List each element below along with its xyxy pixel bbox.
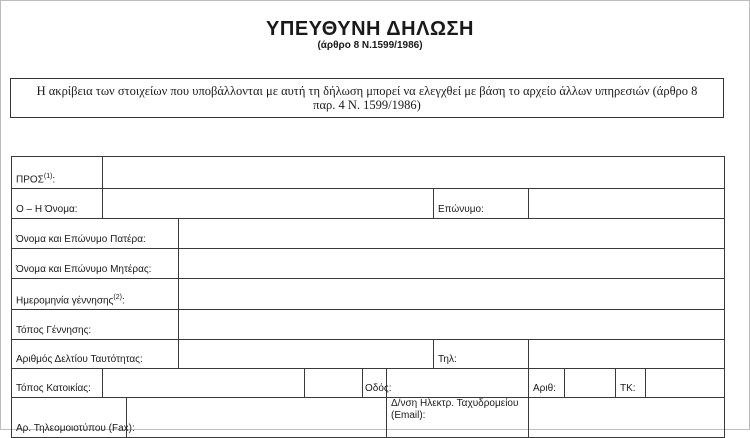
birth-date-field[interactable] xyxy=(179,279,725,310)
street-number-label: Αριθ: xyxy=(529,369,565,398)
first-name-field[interactable] xyxy=(103,189,434,219)
form-row-name xyxy=(12,189,725,219)
email-field[interactable] xyxy=(529,398,725,438)
father-name-field[interactable] xyxy=(179,219,725,249)
residence-field[interactable] xyxy=(103,369,305,398)
phone-field[interactable] xyxy=(529,340,725,369)
father-name-label: Όνομα και Επώνυμο Πατέρα: xyxy=(12,219,179,249)
id-number-field[interactable] xyxy=(179,340,434,369)
form-row-father xyxy=(12,219,725,249)
phone-label: Τηλ: xyxy=(434,340,529,369)
postal-code-field[interactable] xyxy=(646,369,725,398)
form-row-contact xyxy=(12,398,725,438)
street-field[interactable] xyxy=(387,369,529,398)
residence-field-extension[interactable] xyxy=(305,369,363,398)
form-row-birth-date xyxy=(12,279,725,310)
surname-field[interactable] xyxy=(529,189,725,219)
birth-date-label: Ημερομηνία γέννησης$^{(2)}$: xyxy=(12,279,179,310)
form-row-mother xyxy=(12,249,725,279)
fax-field[interactable] xyxy=(127,398,387,438)
surname-label: Επώνυμο: xyxy=(434,189,529,219)
document-subtitle: (άρθρο 8 Ν.1599/1986) xyxy=(317,40,423,51)
birth-place-label: Τόπος Γέννησης: xyxy=(12,310,179,340)
postal-code-label: ΤΚ: xyxy=(616,369,646,398)
email-label: Δ/νση Ηλεκτρ. Ταχυδρομείου (Email): xyxy=(387,398,529,438)
document-title: ΥΠΕΥΘΥΝΗ ΔΗΛΩΣΗ xyxy=(266,18,474,40)
fax-label: Αρ. Τηλεομοιοτύπου (Fax): xyxy=(12,398,127,438)
accuracy-notice xyxy=(10,78,724,118)
mother-name-field[interactable] xyxy=(179,249,725,279)
form-row-id xyxy=(12,340,725,369)
first-name-label: Ο – Η Όνομα: xyxy=(12,189,103,219)
form-row-birth-place xyxy=(12,310,725,340)
declaration-form xyxy=(11,156,725,438)
notice-line-1: Η ακρίβεια των στοιχείων που υποβάλλονται με αυτή τη δήλωση μπορεί να ελεγχθεί με βάση το αρχείο άλλων υπηρεσιών (άρθρο 8 xyxy=(36,84,698,98)
id-number-label: Αριθμός Δελτίου Ταυτότητας: xyxy=(12,340,179,369)
form-row-to xyxy=(12,157,725,189)
form-row-residence xyxy=(12,369,725,398)
mother-name-label: Όνομα και Επώνυμο Μητέρας: xyxy=(12,249,179,279)
to-field[interactable] xyxy=(103,157,725,189)
street-number-field[interactable] xyxy=(565,369,616,398)
birth-place-field[interactable] xyxy=(179,310,725,340)
street-label: Οδός: xyxy=(363,369,387,398)
residence-label: Τόπος Κατοικίας: xyxy=(12,369,103,398)
notice-line-2: παρ. 4 Ν. 1599/1986) xyxy=(313,98,421,112)
to-label: ΠΡΟΣ$^{(1)}$: xyxy=(12,157,103,189)
